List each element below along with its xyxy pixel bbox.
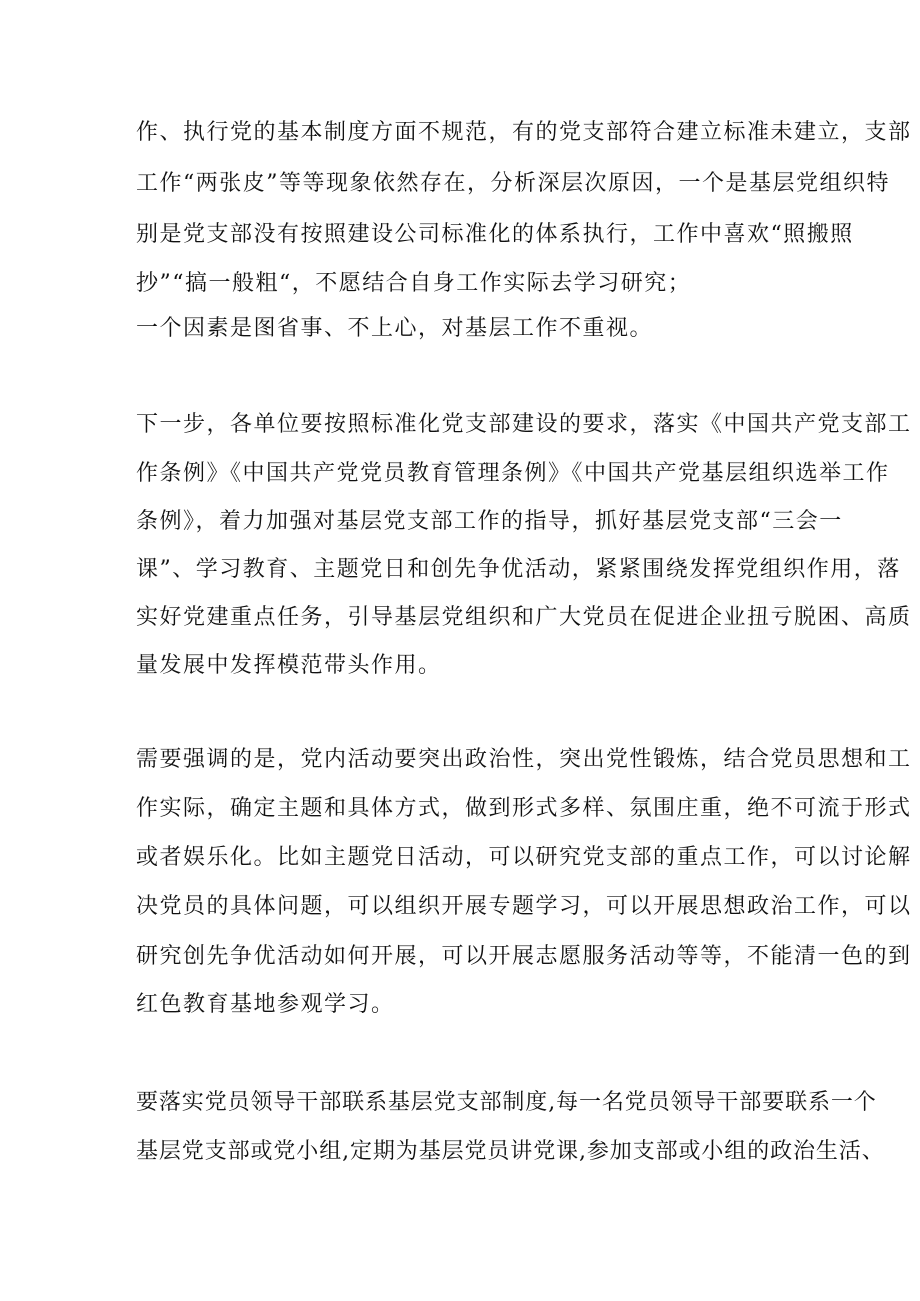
paragraph-line: 决党员的具体问题，可以组织开展专题学习，可以开展思想政治工作，可以 [136,894,912,919]
paragraph-line: 实好党建重点任务，引导基层党组织和广大党员在促进企业扭亏脱困、高质 [136,605,912,630]
paragraph-line: 下一步，各单位要按照标准化党支部建设的要求，落实《中国共产党支部工 [136,412,912,437]
paragraph-line: 作实际，确定主题和具体方式，做到形式多样、氛围庄重，绝不可流于形式 [136,796,912,821]
paragraph-line: 抄”“搞一般粗“，不愿结合自身工作实际去学习研究； [136,271,692,296]
paragraph-line: 作条例》《中国共产党党员教育管理条例》《中国共产党基层组织选举工作 [136,461,890,486]
paragraph-line: 量发展中发挥模范带头作用。 [136,653,442,678]
paragraph-line: 基层党支部或党小组,定期为基层党员讲党课,参加支部或小组的政治生活、 [136,1139,885,1164]
paragraph-line: 工作“两张皮”等等现象依然存在，分析深层次原因，一个是基层党组织特 [136,171,890,196]
paragraph-line: 红色教育基地参观学习。 [136,992,395,1017]
paragraph-line: 别是党支部没有按照建设公司标准化的体系执行，工作中喜欢“照搬照 [136,222,854,247]
paragraph-line: 研究创先争优活动如何开展，可以开展志愿服务活动等等，不能清一色的到 [136,944,912,969]
paragraph-line: 作、执行党的基本制度方面不规范，有的党支部符合建立标准未建立，支部 [136,120,912,145]
paragraph-line: 一个因素是图省事、不上心，对基层工作不重视。 [136,316,654,341]
paragraph-line: 条例》，着力加强对基层党支部工作的指导，抓好基层党支部“三会一 [136,509,843,534]
paragraph-line: 课”、学习教育、主题党日和创先争优活动，紧紧围绕发挥党组织作用，落 [136,557,901,582]
paragraph-line: 或者娱乐化。比如主题党日活动，可以研究党支部的重点工作，可以讨论解 [136,845,912,870]
paragraph-line: 要落实党员领导干部联系基层党支部制度,每一名党员领导干部要联系一个 [136,1090,877,1115]
paragraph-line: 需要强调的是，党内活动要突出政治性，突出党性锻炼，结合党员思想和工 [136,747,912,772]
